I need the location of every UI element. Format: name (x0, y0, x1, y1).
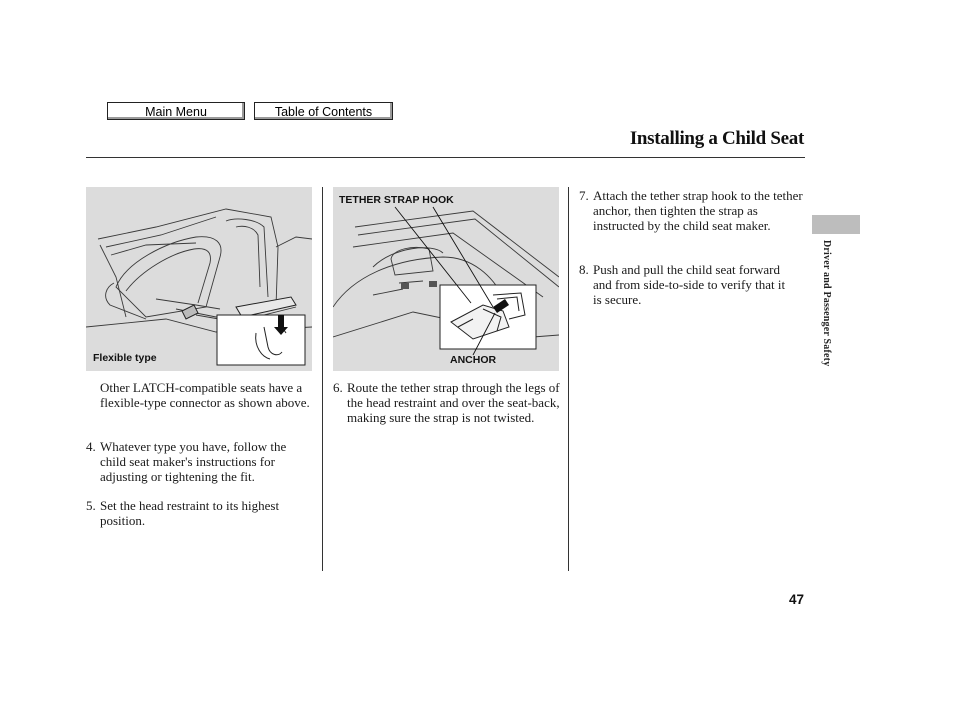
step-4-text: Whatever type you have, follow the child seat maker's instructions for adjusting or tightening the fit. (100, 439, 287, 484)
child-seat-drawing (86, 187, 312, 371)
main-menu-button[interactable]: Main Menu (107, 102, 245, 120)
label-tether-strap-hook: TETHER STRAP HOOK (339, 194, 454, 206)
paragraph-flexible-intro: Other LATCH-compatible seats have a flexible-type connector as shown above. (100, 380, 310, 410)
step-6-text: Route the tether strap through the legs of the head restraint and over the seat-back, making sure the strap is not twisted. (347, 380, 560, 425)
step-7-text: Attach the tether strap hook to the tether anchor, then tighten the strap as instructed by the child seat maker. (593, 188, 803, 233)
flexible-type-illustration (86, 187, 312, 371)
column-divider-2 (568, 187, 569, 571)
step-5-number: 5. (86, 498, 96, 513)
step-7 (579, 188, 807, 233)
step-6 (333, 380, 561, 425)
step-8 (579, 262, 793, 307)
section-tab-label: Driver and Passenger Safety (821, 240, 832, 367)
tether-anchor-illustration (333, 187, 559, 371)
step-5-text: Set the head restraint to its highest position. (100, 498, 280, 528)
header-divider (86, 157, 805, 158)
step-7-number: 7. (579, 188, 589, 203)
tether-anchor-drawing (333, 187, 559, 371)
page-title: Installing a Child Seat (629, 128, 804, 149)
section-tab (812, 215, 860, 234)
step-6-number: 6. (333, 380, 343, 395)
figure-caption-flexible: Flexible type (93, 352, 157, 364)
step-8-text: Push and pull the child seat forward and from side-to-side to verify that it is secure. (593, 262, 786, 307)
page-number: 47 (788, 592, 804, 607)
step-5 (86, 498, 314, 528)
step-8-number: 8. (579, 262, 589, 277)
step-4-number: 4. (86, 439, 96, 454)
label-anchor: ANCHOR (450, 354, 497, 366)
table-of-contents-button[interactable]: Table of Contents (254, 102, 393, 120)
step-4 (86, 439, 314, 484)
column-divider-1 (322, 187, 323, 571)
